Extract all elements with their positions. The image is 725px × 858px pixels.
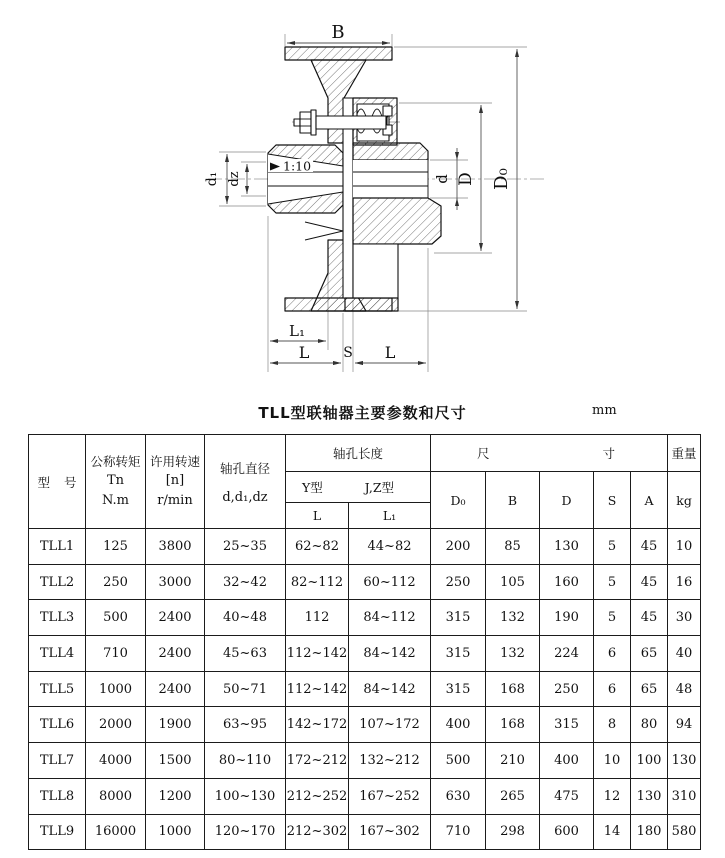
table-row: [29, 814, 701, 850]
table-cell: 172~212: [286, 743, 349, 779]
spec-table: [28, 434, 701, 850]
table-cell: 167~302: [349, 814, 431, 850]
table-cell: 25~35: [205, 529, 286, 565]
header-bore-length: 轴孔长度: [286, 435, 431, 472]
header-torque: 公称转矩 Tn N.m: [86, 435, 146, 529]
table-cell: 60~112: [349, 564, 431, 600]
table-cell: 63~95: [205, 707, 286, 743]
table-cell: 84~112: [349, 600, 431, 636]
unit-label: mm: [592, 403, 617, 418]
table-cell: 180: [631, 814, 668, 850]
table-cell: 6: [594, 636, 631, 672]
table-cell: 120~170: [205, 814, 286, 850]
header-weight: 重量: [668, 435, 701, 472]
table-cell: 100~130: [205, 778, 286, 814]
table-cell: 315: [431, 636, 486, 672]
table-cell: 65: [631, 636, 668, 672]
table-cell: 30: [668, 600, 701, 636]
table-cell: 6: [594, 671, 631, 707]
table-cell: TLL6: [29, 707, 86, 743]
table-cell: 210: [486, 743, 540, 779]
table-cell: 112~142: [286, 671, 349, 707]
table-cell: 212~302: [286, 814, 349, 850]
table-cell: 475: [540, 778, 594, 814]
table-row: [29, 529, 701, 565]
table-cell: 3000: [146, 564, 205, 600]
header-L: L: [286, 503, 349, 529]
coupling-drawing: [0, 0, 725, 400]
table-cell: 250: [540, 671, 594, 707]
table-cell: 310: [668, 778, 701, 814]
table-cell: 45: [631, 529, 668, 565]
header-B: B: [486, 472, 540, 529]
table-cell: 132~212: [349, 743, 431, 779]
table-cell: 112: [286, 600, 349, 636]
table-cell: 44~82: [349, 529, 431, 565]
table-cell: 14: [594, 814, 631, 850]
dim-label-L-left: L: [298, 343, 310, 362]
header-y-type: Y型: [302, 480, 323, 495]
dim-label-d: d: [433, 174, 451, 184]
table-cell: 132: [486, 600, 540, 636]
table-cell: 12: [594, 778, 631, 814]
table-cell: 40~48: [205, 600, 286, 636]
table-cell: 48: [668, 671, 701, 707]
table-cell: 250: [86, 564, 146, 600]
table-cell: 10: [594, 743, 631, 779]
table-row: [29, 636, 701, 672]
table-cell: TLL7: [29, 743, 86, 779]
table-cell: 168: [486, 707, 540, 743]
table-cell: 112~142: [286, 636, 349, 672]
table-cell: 40: [668, 636, 701, 672]
table-cell: 1000: [86, 671, 146, 707]
table-cell: 82~112: [286, 564, 349, 600]
table-cell: 4000: [86, 743, 146, 779]
table-cell: 2000: [86, 707, 146, 743]
table-cell: 10: [668, 529, 701, 565]
taper-annotation: [268, 159, 313, 174]
table-cell: 500: [86, 600, 146, 636]
table-cell: 2400: [146, 636, 205, 672]
header-D: D: [540, 472, 594, 529]
table-row: [29, 564, 701, 600]
table-cell: 2400: [146, 671, 205, 707]
table-cell: 600: [540, 814, 594, 850]
dim-label-D: D: [456, 172, 476, 186]
dim-label-D0: D₀: [491, 168, 512, 190]
table-row: [29, 743, 701, 779]
table-cell: 80~110: [205, 743, 286, 779]
table-cell: 400: [431, 707, 486, 743]
table-cell: 710: [86, 636, 146, 672]
table-row: [29, 778, 701, 814]
table-cell: 1500: [146, 743, 205, 779]
table-cell: 500: [431, 743, 486, 779]
table-cell: 212~252: [286, 778, 349, 814]
table-cell: 224: [540, 636, 594, 672]
header-S: S: [594, 472, 631, 529]
page-title: TLL型联轴器主要参数和尺寸: [258, 404, 467, 422]
table-cell: 130: [631, 778, 668, 814]
dim-label-L1: L₁: [289, 322, 305, 340]
table-cell: 8: [594, 707, 631, 743]
table-cell: 105: [486, 564, 540, 600]
dim-label-d1: d₁: [204, 171, 220, 187]
header-y-jz-type: [286, 472, 431, 503]
table-cell: 298: [486, 814, 540, 850]
title-row: [0, 402, 725, 424]
dim-label-dz: dz: [227, 171, 242, 187]
table-cell: 132: [486, 636, 540, 672]
table-cell: 5: [594, 564, 631, 600]
table-cell: TLL8: [29, 778, 86, 814]
table-cell: TLL3: [29, 600, 86, 636]
drawing-area: [0, 0, 725, 400]
table-cell: 62~82: [286, 529, 349, 565]
table-cell: 45~63: [205, 636, 286, 672]
table-cell: 16000: [86, 814, 146, 850]
table-cell: 168: [486, 671, 540, 707]
table-cell: 84~142: [349, 636, 431, 672]
dim-label-B: B: [331, 22, 345, 43]
table-row: [29, 707, 701, 743]
header-dimensions: 尺 寸: [431, 435, 668, 472]
taper-label: 1:10: [283, 158, 312, 174]
table-cell: TLL1: [29, 529, 86, 565]
table-cell: 3800: [146, 529, 205, 565]
table-cell: 580: [668, 814, 701, 850]
table-cell: 107~172: [349, 707, 431, 743]
table-cell: 45: [631, 600, 668, 636]
table-cell: 130: [668, 743, 701, 779]
table-cell: 8000: [86, 778, 146, 814]
table-cell: 400: [540, 743, 594, 779]
table-row: [29, 600, 701, 636]
table-cell: TLL4: [29, 636, 86, 672]
table-cell: 80: [631, 707, 668, 743]
table-cell: 85: [486, 529, 540, 565]
header-speed: 许用转速 [n] r/min: [146, 435, 205, 529]
table-row: [29, 671, 701, 707]
table-cell: 16: [668, 564, 701, 600]
table-cell: 630: [431, 778, 486, 814]
table-cell: 1200: [146, 778, 205, 814]
table-cell: 1900: [146, 707, 205, 743]
header-jz-type: J,Z型: [364, 480, 395, 495]
dim-label-S: S: [343, 345, 353, 361]
table-cell: 5: [594, 529, 631, 565]
right-coupling-half: [345, 98, 441, 311]
table-cell: 5: [594, 600, 631, 636]
table-cell: TLL5: [29, 671, 86, 707]
table-cell: 94: [668, 707, 701, 743]
header-bore-diameter: 轴孔直径 d,d₁,dz: [205, 435, 286, 529]
table-cell: 45: [631, 564, 668, 600]
header-D0: D₀: [431, 472, 486, 529]
header-model: 型 号: [29, 435, 86, 529]
spec-table-wrap: [28, 434, 701, 850]
table-cell: 315: [431, 600, 486, 636]
table-cell: 250: [431, 564, 486, 600]
table-cell: TLL9: [29, 814, 86, 850]
header-A: A: [631, 472, 668, 529]
table-cell: 2400: [146, 600, 205, 636]
table-cell: 315: [540, 707, 594, 743]
table-cell: 84~142: [349, 671, 431, 707]
table-cell: 100: [631, 743, 668, 779]
table-cell: 265: [486, 778, 540, 814]
table-cell: TLL2: [29, 564, 86, 600]
table-cell: 125: [86, 529, 146, 565]
table-cell: 160: [540, 564, 594, 600]
table-cell: 190: [540, 600, 594, 636]
table-cell: 200: [431, 529, 486, 565]
table-cell: 1000: [146, 814, 205, 850]
table-cell: 32~42: [205, 564, 286, 600]
table-cell: 65: [631, 671, 668, 707]
table-cell: 130: [540, 529, 594, 565]
spec-table-body: [29, 529, 701, 850]
dim-label-L-right: L: [384, 343, 396, 362]
header-kg: kg: [668, 472, 701, 529]
table-cell: 50~71: [205, 671, 286, 707]
table-cell: 167~252: [349, 778, 431, 814]
table-cell: 142~172: [286, 707, 349, 743]
table-cell: 315: [431, 671, 486, 707]
header-L1: L₁: [349, 503, 431, 529]
table-cell: 710: [431, 814, 486, 850]
